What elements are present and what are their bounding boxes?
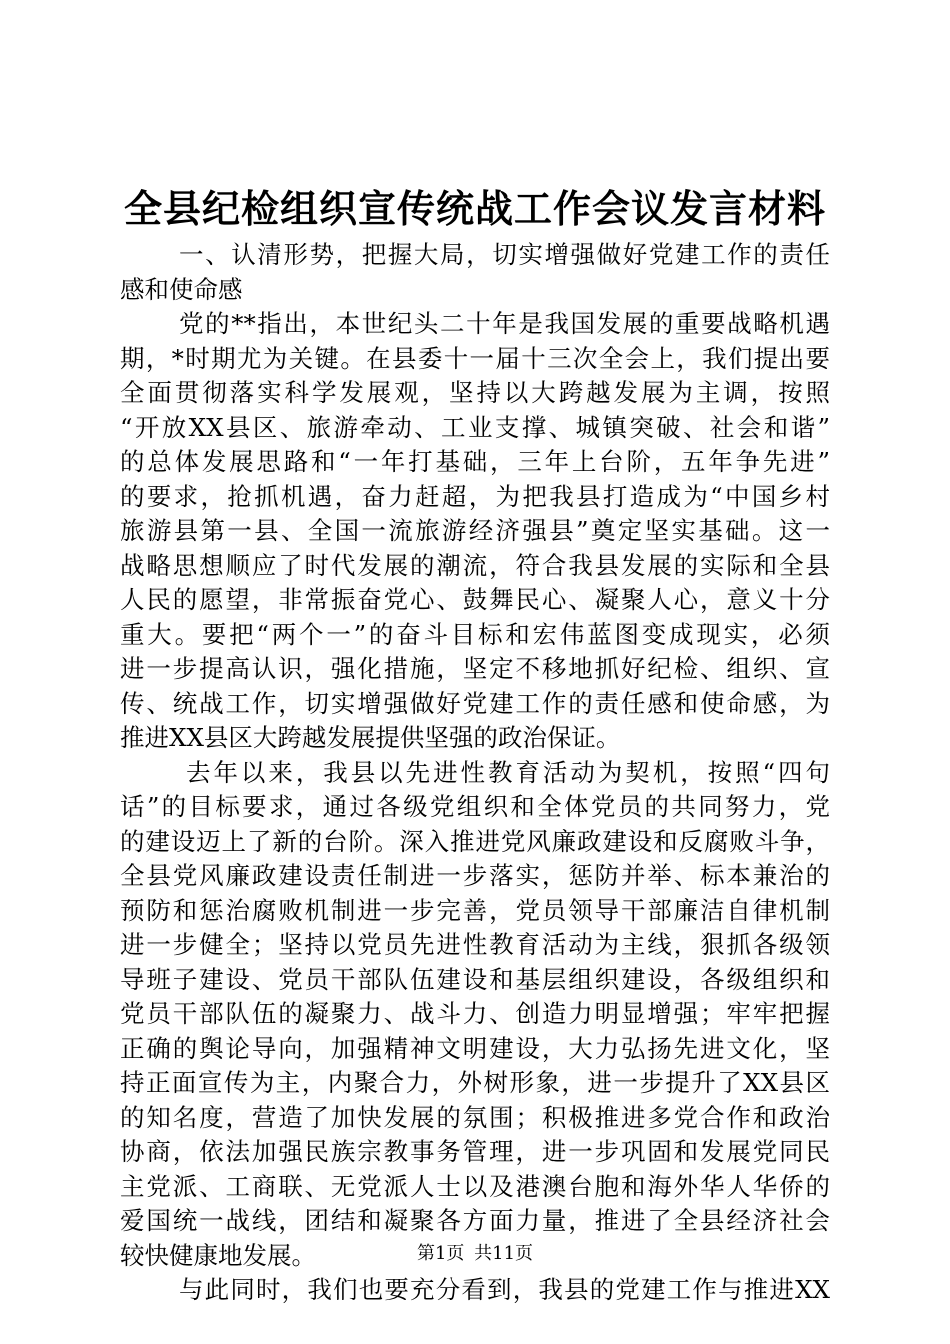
text-line: 重大。要把“两个一”的奋斗目标和宏伟蓝图变成现实，必须 [120,619,830,649]
text-line: 主党派、工商联、无党派人士以及港澳台胞和海外华人华侨的 [120,1171,830,1201]
text-line: 较快健康地发展。 [120,1240,316,1270]
text-line: 的总体发展思路和“一年打基础，三年上台阶，五年争先进” [120,447,830,476]
text-line: 一、认清形势，把握大局，切实增强做好党建工作的责任 [179,240,830,269]
page-total: 共11页 [474,1243,534,1264]
text-line: 推进XX县区大跨越发展提供坚强的政治保证。 [120,723,621,752]
text-line: 战略思想顺应了时代发展的潮流，符合我县发展的实际和全县 [120,550,830,580]
text-line: 全县党风廉政建设责任制进一步落实，惩防并举、标本兼治的 [120,861,830,890]
text-line: 爱国统一战线，团结和凝聚各方面力量，推进了全县经济社会 [120,1206,830,1235]
text-line: 去年以来，我县以先进性教育活动为契机，按照“四句 [186,757,830,787]
text-line: 的要求，抢抓机遇，奋力赶超，为把我县打造成为“中国乡村 [120,481,830,511]
text-line: 传、统战工作，切实增强做好党建工作的责任感和使命感，为 [120,688,830,718]
text-line: “开放XX县区、旅游牵动、工业支撑、城镇突破、社会和谐” [120,412,830,442]
text-line: 期，*时期尤为关键。在县委十一届十三次全会上，我们提出要 [120,343,830,373]
text-line: 党的**指出，本世纪头二十年是我国发展的重要战略机遇 [179,309,830,338]
text-line: 正确的舆论导向，加强精神文明建设，大力弘扬先进文化，坚 [120,1033,830,1063]
text-line: 人民的愿望，非常振奋党心、鼓舞民心、凝聚人心，意义十分 [120,585,830,614]
text-line: 话”的目标要求，通过各级党组织和全体党员的共同努力，党 [120,792,830,821]
text-line: 持正面宣传为主，内聚合力，外树形象，进一步提升了XX县区 [120,1068,830,1097]
document-title: 全县纪检组织宣传统战工作会议发言材料 [123,186,826,231]
text-line: 党员干部队伍的凝聚力、战斗力、创造力明显增强；牢牢把握 [120,999,830,1028]
paragraph-heading-1 [120,238,830,307]
text-line: 全面贯彻落实科学发展观，坚持以大跨越发展为主调，按照 [120,378,830,407]
text-line: 进一步提高认识，强化措施，坚定不移地抓好纪检、组织、宣 [120,654,830,683]
paragraph-2 [120,307,830,756]
page-footer [0,1242,950,1266]
text-line: 协商，依法加强民族宗教事务管理，进一步巩固和发展党同民 [120,1137,830,1166]
text-line: 旅游县第一县、全国一流旅游经济强县”奠定坚实基础。这一 [120,516,830,545]
page-number: 第1页 [416,1243,465,1264]
document-body [120,238,830,1308]
paragraph-4 [120,1273,830,1308]
text-line: 导班子建设、党员干部队伍建设和基层组织建设，各级组织和 [120,964,830,994]
text-line: 与此同时，我们也要充分看到，我县的党建工作与推进XX [179,1275,830,1304]
text-line: 的建设迈上了新的台阶。深入推进党风廉政建设和反腐败斗争， [120,826,830,856]
text-line: 预防和惩治腐败机制进一步完善，党员领导干部廉洁自律机制 [120,895,830,925]
text-line: 的知名度，营造了加快发展的氛围；积极推进多党合作和政治 [120,1102,830,1132]
paragraph-3 [120,756,830,1274]
text-line: 感和使命感 [120,274,243,304]
text-line: 进一步健全；坚持以党员先进性教育活动为主线，狠抓各级领 [120,930,830,959]
